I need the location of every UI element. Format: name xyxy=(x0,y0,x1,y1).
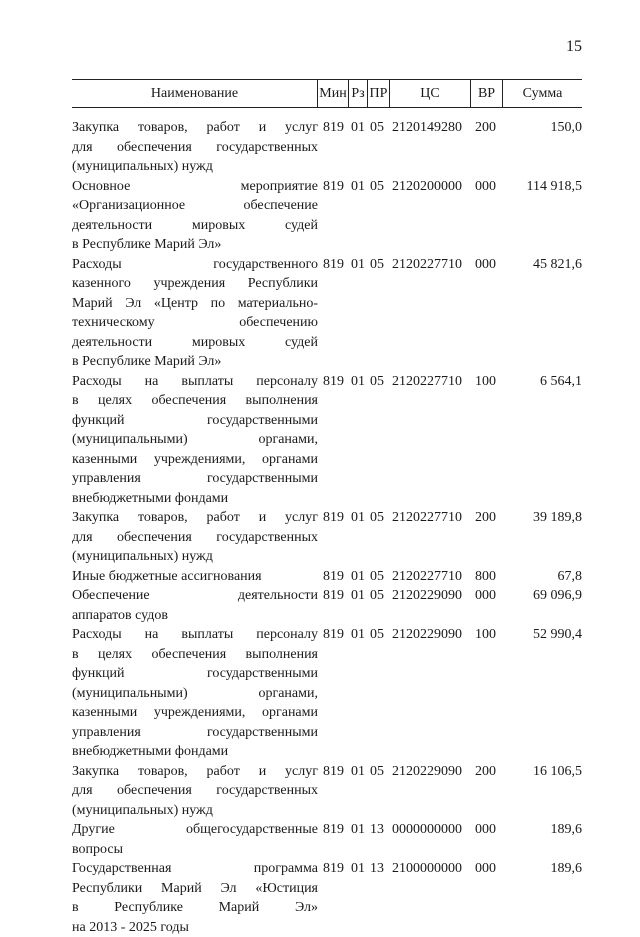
row-min: 819 xyxy=(323,625,344,645)
row-vr: 100 xyxy=(475,625,496,645)
row-name-line: Государственная программа xyxy=(72,859,318,879)
row-name-line: «Организационное обеспечение xyxy=(72,196,318,216)
row-name-line: Марий Эл «Центр по материально- xyxy=(72,294,318,314)
row-name-line: (муниципальных) нужд xyxy=(72,157,318,177)
row-name xyxy=(72,762,318,821)
row-name-line: для обеспечения государственных xyxy=(72,781,318,801)
row-sum: 39 189,8 xyxy=(533,508,582,528)
row-min: 819 xyxy=(323,820,344,840)
row-name xyxy=(72,508,318,567)
row-vr: 100 xyxy=(475,372,496,392)
row-rz: 01 xyxy=(351,118,365,138)
row-name-line: Иные бюджетные ассигнования xyxy=(72,567,318,587)
header-min: Мин xyxy=(317,80,348,107)
row-cs: 2120227710 xyxy=(392,508,462,528)
row-name-line: казенными учреждениями, органами xyxy=(72,703,318,723)
row-min: 819 xyxy=(323,586,344,606)
table-row xyxy=(72,820,582,859)
page-number: 15 xyxy=(566,38,582,56)
table-row xyxy=(72,762,582,821)
row-name-line: для обеспечения государственных xyxy=(72,528,318,548)
row-min: 819 xyxy=(323,567,344,587)
row-vr: 000 xyxy=(475,177,496,197)
row-name-line: Другие общегосударственные xyxy=(72,820,318,840)
row-pr: 05 xyxy=(370,255,384,275)
row-pr: 13 xyxy=(370,820,384,840)
row-cs: 2100000000 xyxy=(392,859,462,879)
header-name: Наименование xyxy=(72,80,317,107)
row-rz: 01 xyxy=(351,177,365,197)
row-name-line: внебюджетными фондами xyxy=(72,742,318,762)
row-pr: 05 xyxy=(370,567,384,587)
row-vr: 000 xyxy=(475,820,496,840)
row-name-line: Обеспечение деятельности xyxy=(72,586,318,606)
row-name-line: для обеспечения государственных xyxy=(72,138,318,158)
row-cs: 2120200000 xyxy=(392,177,462,197)
header-vr: ВР xyxy=(470,80,502,107)
row-pr: 13 xyxy=(370,859,384,879)
row-name xyxy=(72,255,318,372)
row-min: 819 xyxy=(323,859,344,879)
row-rz: 01 xyxy=(351,255,365,275)
row-name-line: Основное мероприятие xyxy=(72,177,318,197)
row-pr: 05 xyxy=(370,177,384,197)
row-sum: 114 918,5 xyxy=(527,177,582,197)
row-min: 819 xyxy=(323,372,344,392)
row-rz: 01 xyxy=(351,567,365,587)
row-cs: 2120229090 xyxy=(392,586,462,606)
table-row xyxy=(72,255,582,372)
row-name-line: Закупка товаров, работ и услуг xyxy=(72,508,318,528)
row-name-line: на 2013 - 2025 годы xyxy=(72,918,318,937)
row-name xyxy=(72,586,318,625)
row-name-line: Закупка товаров, работ и услуг xyxy=(72,762,318,782)
row-sum: 189,6 xyxy=(551,820,583,840)
row-name-line: вопросы xyxy=(72,840,318,860)
row-name-line: казенными учреждениями, органами xyxy=(72,450,318,470)
table-row xyxy=(72,177,582,255)
row-min: 819 xyxy=(323,762,344,782)
row-name-line: деятельности мировых судей xyxy=(72,333,318,353)
table-header xyxy=(72,79,582,108)
row-sum: 6 564,1 xyxy=(540,372,582,392)
row-vr: 200 xyxy=(475,762,496,782)
row-cs: 2120227710 xyxy=(392,372,462,392)
row-name xyxy=(72,567,318,587)
row-sum: 67,8 xyxy=(558,567,583,587)
header-pr: ПР xyxy=(367,80,389,107)
row-name-line: внебюджетными фондами xyxy=(72,489,318,509)
row-name-line: в Республике Марий Эл» xyxy=(72,898,318,918)
row-vr: 800 xyxy=(475,567,496,587)
row-name-line: (муниципальными) органами, xyxy=(72,684,318,704)
row-cs: 2120149280 xyxy=(392,118,462,138)
header-sum: Сумма xyxy=(502,80,582,107)
row-name xyxy=(72,625,318,762)
header-cs: ЦС xyxy=(389,80,470,107)
row-sum: 150,0 xyxy=(551,118,583,138)
row-name xyxy=(72,118,318,177)
row-name-line: Расходы государственного xyxy=(72,255,318,275)
row-name-line: (муниципальных) нужд xyxy=(72,547,318,567)
row-name-line: в Республике Марий Эл» xyxy=(72,352,318,372)
row-min: 819 xyxy=(323,177,344,197)
row-min: 819 xyxy=(323,118,344,138)
table-row xyxy=(72,625,582,762)
row-name-line: управления государственными xyxy=(72,469,318,489)
row-vr: 200 xyxy=(475,508,496,528)
row-name-line: деятельности мировых судей xyxy=(72,216,318,236)
row-name-line: Расходы на выплаты персоналу xyxy=(72,625,318,645)
row-name-line: управления государственными xyxy=(72,723,318,743)
row-name-line: (муниципальными) органами, xyxy=(72,430,318,450)
row-pr: 05 xyxy=(370,508,384,528)
row-name-line: техническому обеспечению xyxy=(72,313,318,333)
row-sum: 189,6 xyxy=(551,859,583,879)
row-pr: 05 xyxy=(370,118,384,138)
row-name-line: функций государственными xyxy=(72,664,318,684)
row-pr: 05 xyxy=(370,586,384,606)
row-cs: 2120229090 xyxy=(392,625,462,645)
row-sum: 45 821,6 xyxy=(533,255,582,275)
row-name-line: Республики Марий Эл «Юстиция xyxy=(72,879,318,899)
table-row xyxy=(72,586,582,625)
row-pr: 05 xyxy=(370,762,384,782)
row-min: 819 xyxy=(323,255,344,275)
row-pr: 05 xyxy=(370,625,384,645)
row-rz: 01 xyxy=(351,820,365,840)
table-row xyxy=(72,372,582,509)
row-rz: 01 xyxy=(351,586,365,606)
header-rz: Рз xyxy=(348,80,367,107)
row-cs: 2120229090 xyxy=(392,762,462,782)
table-row xyxy=(72,567,582,587)
row-name-line: (муниципальных) нужд xyxy=(72,801,318,821)
table-body xyxy=(72,118,582,937)
row-name xyxy=(72,820,318,859)
row-pr: 05 xyxy=(370,372,384,392)
row-name xyxy=(72,177,318,255)
row-name-line: функций государственными xyxy=(72,411,318,431)
row-rz: 01 xyxy=(351,859,365,879)
row-name xyxy=(72,372,318,509)
table-row xyxy=(72,118,582,177)
row-name xyxy=(72,859,318,937)
table-row xyxy=(72,508,582,567)
row-sum: 69 096,9 xyxy=(533,586,582,606)
row-vr: 000 xyxy=(475,859,496,879)
table-row xyxy=(72,859,582,937)
row-cs: 0000000000 xyxy=(392,820,462,840)
row-name-line: Закупка товаров, работ и услуг xyxy=(72,118,318,138)
row-sum: 16 106,5 xyxy=(533,762,582,782)
row-name-line: в целях обеспечения выполнения xyxy=(72,645,318,665)
row-name-line: Расходы на выплаты персоналу xyxy=(72,372,318,392)
row-vr: 000 xyxy=(475,255,496,275)
row-sum: 52 990,4 xyxy=(533,625,582,645)
row-name-line: в Республике Марий Эл» xyxy=(72,235,318,255)
row-name-line: аппаратов судов xyxy=(72,606,318,626)
row-rz: 01 xyxy=(351,372,365,392)
row-name-line: в целях обеспечения выполнения xyxy=(72,391,318,411)
row-cs: 2120227710 xyxy=(392,255,462,275)
row-min: 819 xyxy=(323,508,344,528)
row-vr: 200 xyxy=(475,118,496,138)
row-rz: 01 xyxy=(351,508,365,528)
row-vr: 000 xyxy=(475,586,496,606)
row-rz: 01 xyxy=(351,762,365,782)
row-name-line: казенного учреждения Республики xyxy=(72,274,318,294)
row-rz: 01 xyxy=(351,625,365,645)
row-cs: 2120227710 xyxy=(392,567,462,587)
